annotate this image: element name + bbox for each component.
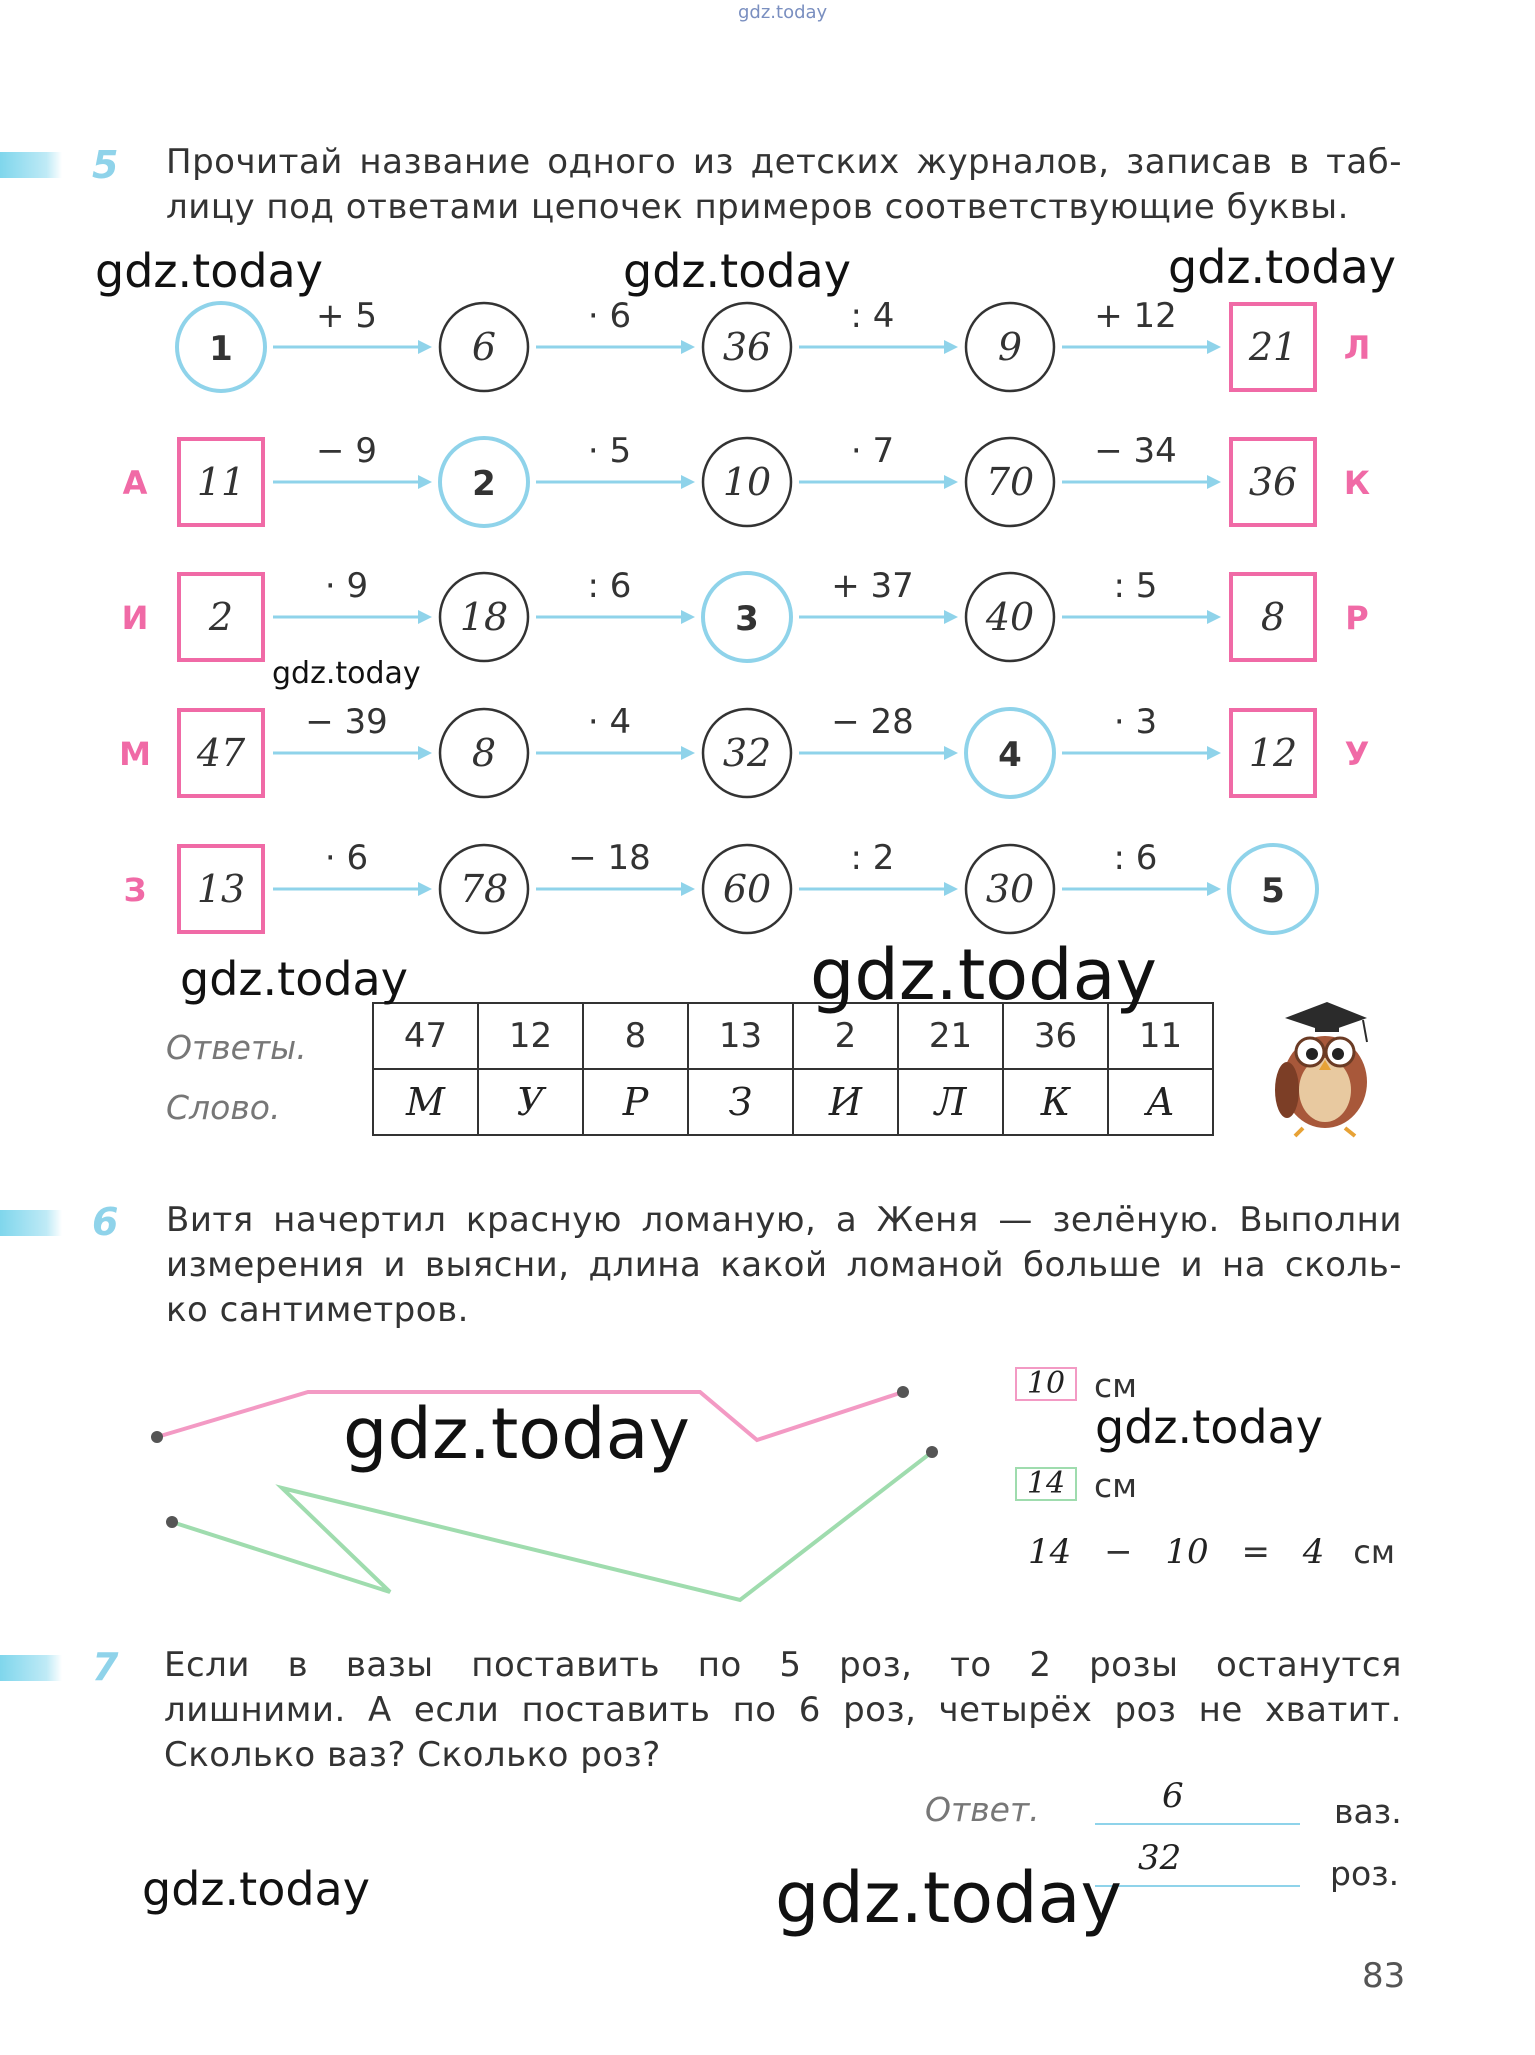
chain-written-value: 70 <box>985 460 1035 504</box>
chain-start-value: 5 <box>1261 871 1285 911</box>
vases-unit: ваз. <box>1334 1792 1402 1831</box>
word-letter-cell: А <box>1108 1069 1213 1135</box>
chain-written-value: 78 <box>459 867 509 911</box>
difference-calculation <box>1028 1532 1395 1572</box>
chain-written-value: 40 <box>985 595 1035 639</box>
chain-written-value: 8 <box>1260 595 1286 639</box>
exercise-number: 7 <box>92 1645 119 1689</box>
text-line: Витя начертил красную ломаную, а Женя — зелёную. Выполни <box>166 1200 1402 1240</box>
chain-operation: · 7 <box>850 431 895 471</box>
chain-operation: · 9 <box>324 566 369 606</box>
chain-arrow-head <box>944 882 958 896</box>
answer-cell: 21 <box>898 1003 1003 1069</box>
chain-start-value: 2 <box>472 464 496 504</box>
text-line: лицу под ответами цепочек примеров соответствующие буквы. <box>166 187 1349 227</box>
chain-start-value: 3 <box>735 599 759 639</box>
chain-operation: + 12 <box>1094 296 1177 336</box>
chain-operation: · 6 <box>587 296 632 336</box>
chain-arrow-head <box>1207 746 1221 760</box>
roses-answer-line <box>1095 1885 1300 1887</box>
chain-letter-left: И <box>121 599 149 637</box>
answers-table <box>372 1002 1214 1136</box>
owl-mascot-icon <box>1255 990 1385 1140</box>
chain-letter-left: З <box>123 871 147 909</box>
word-row <box>373 1069 1213 1135</box>
chain-arrow-head <box>1207 882 1221 896</box>
chain-letter-right: У <box>1344 735 1370 773</box>
chain-written-value: 36 <box>1248 460 1298 504</box>
chain-written-value: 2 <box>208 595 234 639</box>
chain-letter-right: К <box>1343 464 1371 502</box>
chain-written-value: 21 <box>1248 325 1298 369</box>
exercise-number: 5 <box>92 143 119 187</box>
chain-operation: − 34 <box>1094 431 1177 471</box>
chain-written-value: 32 <box>722 731 772 775</box>
exercise-number: 6 <box>92 1200 119 1244</box>
chain-arrow-head <box>418 475 432 489</box>
calc-result: 4 <box>1302 1532 1325 1572</box>
chain-written-value: 9 <box>997 325 1023 369</box>
word-letter-cell: К <box>1003 1069 1108 1135</box>
green-length-unit: см <box>1094 1466 1138 1505</box>
chain-arrow-head <box>944 340 958 354</box>
chain-operation: · 3 <box>1113 702 1158 742</box>
answer-cell: 2 <box>793 1003 898 1069</box>
chain-operation: : 6 <box>587 566 632 606</box>
watermark: gdz.today <box>623 244 851 298</box>
watermark: gdz.today <box>272 656 421 691</box>
exercise-marker-bar <box>0 1210 62 1236</box>
chain-start-value: 4 <box>998 735 1022 775</box>
chain-operation: + 37 <box>831 566 914 606</box>
calc-unit: см <box>1353 1533 1395 1571</box>
watermark: gdz.today <box>1168 240 1396 294</box>
roses-value: 32 <box>1138 1838 1182 1878</box>
chain-arrow-head <box>681 340 695 354</box>
calc-eq: = <box>1241 1532 1270 1572</box>
watermark: gdz.today <box>775 1857 1122 1939</box>
chain-written-value: 36 <box>722 325 772 369</box>
chain-operation: · 6 <box>324 838 369 878</box>
chain-letter-left: А <box>122 464 148 502</box>
chain-operation: · 5 <box>587 431 632 471</box>
exercise-text <box>164 1643 1402 1778</box>
watermark: gdz.today <box>95 244 323 298</box>
example-chains <box>0 0 1535 940</box>
chain-operation: − 28 <box>831 702 914 742</box>
vases-value: 6 <box>1162 1776 1184 1816</box>
red-length-value: 10 <box>1026 1366 1066 1401</box>
exercise-text <box>166 1198 1402 1333</box>
chain-operation: − 39 <box>305 702 388 742</box>
answer-cell: 47 <box>373 1003 478 1069</box>
chain-operation: : 4 <box>850 296 895 336</box>
chain-operation: · 4 <box>587 702 632 742</box>
chain-operation: : 5 <box>1113 566 1158 606</box>
word-letter-cell: Р <box>583 1069 688 1135</box>
watermark: gdz.today <box>810 934 1157 1016</box>
text-line: Если в вазы поставить по 5 роз, то 2 розы останутся <box>164 1645 1402 1685</box>
word-letter-cell: У <box>478 1069 583 1135</box>
chain-operation: : 2 <box>850 838 895 878</box>
roses-unit: роз. <box>1330 1854 1400 1893</box>
text-line: измерения и выясни, длина какой ломаной больше и на сколь- <box>166 1245 1402 1285</box>
chain-written-value: 11 <box>196 460 246 504</box>
watermark: gdz.today <box>343 1393 690 1475</box>
chain-arrow-head <box>944 746 958 760</box>
chain-arrow-head <box>1207 475 1221 489</box>
chain-operation: + 5 <box>316 296 377 336</box>
green-length-value: 14 <box>1026 1466 1066 1501</box>
chain-written-value: 13 <box>196 867 246 911</box>
word-letter-cell: М <box>373 1069 478 1135</box>
watermark: gdz.today <box>180 952 408 1006</box>
chain-arrow-head <box>681 746 695 760</box>
chain-arrow-head <box>418 610 432 624</box>
chain-operation: : 6 <box>1113 838 1158 878</box>
word-letter-cell: З <box>688 1069 793 1135</box>
chain-arrow-head <box>418 340 432 354</box>
chain-written-value: 60 <box>722 867 772 911</box>
exercise-marker-bar <box>0 1655 62 1681</box>
calc-b: 10 <box>1165 1532 1209 1572</box>
chain-arrow-head <box>1207 610 1221 624</box>
chain-arrow-head <box>944 475 958 489</box>
chain-written-value: 30 <box>985 867 1035 911</box>
word-letter-cell: Л <box>898 1069 1003 1135</box>
chain-operation: − 18 <box>568 838 651 878</box>
header-watermark: gdz.today <box>738 2 828 23</box>
calc-op: − <box>1104 1532 1133 1572</box>
chain-written-value: 47 <box>196 731 246 775</box>
green-length-box <box>1015 1467 1077 1501</box>
word-letter-cell: И <box>793 1069 898 1135</box>
chain-written-value: 10 <box>722 460 772 504</box>
red-length-unit: см <box>1094 1366 1138 1405</box>
chain-written-value: 18 <box>459 595 509 639</box>
chain-operation: − 9 <box>316 431 377 471</box>
chain-arrow-head <box>1207 340 1221 354</box>
chain-arrow-head <box>418 746 432 760</box>
text-line: Сколько ваз? Сколько роз? <box>164 1735 661 1775</box>
answer-cell: 36 <box>1003 1003 1108 1069</box>
chain-start-value: 1 <box>209 329 233 369</box>
red-length-box <box>1015 1367 1077 1401</box>
chain-arrow-head <box>944 610 958 624</box>
broken-lines <box>0 1340 980 1620</box>
text-line: Прочитай название одного из детских журналов, записав в таб- <box>166 142 1402 182</box>
chain-written-value: 8 <box>471 731 497 775</box>
chain-written-value: 12 <box>1248 731 1298 775</box>
word-label: Слово. <box>166 1088 281 1127</box>
page-number: 83 <box>1362 1956 1406 1996</box>
answer-cell: 12 <box>478 1003 583 1069</box>
answer-label: Ответ. <box>925 1790 1040 1829</box>
chain-arrow-head <box>681 882 695 896</box>
answer-cell: 13 <box>688 1003 793 1069</box>
answers-label: Ответы. <box>166 1028 307 1067</box>
chain-letter-left: М <box>119 735 151 773</box>
chain-arrow-head <box>681 610 695 624</box>
chain-arrow-head <box>418 882 432 896</box>
calc-a: 14 <box>1028 1532 1072 1572</box>
chain-letter-right: Р <box>1345 599 1369 637</box>
text-line: лишними. А если поставить по 6 роз, четырёх роз не хватит. <box>164 1690 1402 1730</box>
chain-arrow-head <box>681 475 695 489</box>
answer-cell: 8 <box>583 1003 688 1069</box>
chain-written-value: 6 <box>471 325 497 369</box>
watermark: gdz.today <box>142 1862 370 1916</box>
vases-answer-line <box>1095 1823 1300 1825</box>
chain-letter-right: Л <box>1343 329 1371 367</box>
text-line: ко сантиметров. <box>166 1290 469 1330</box>
answer-cell: 11 <box>1108 1003 1213 1069</box>
watermark: gdz.today <box>1095 1400 1323 1454</box>
